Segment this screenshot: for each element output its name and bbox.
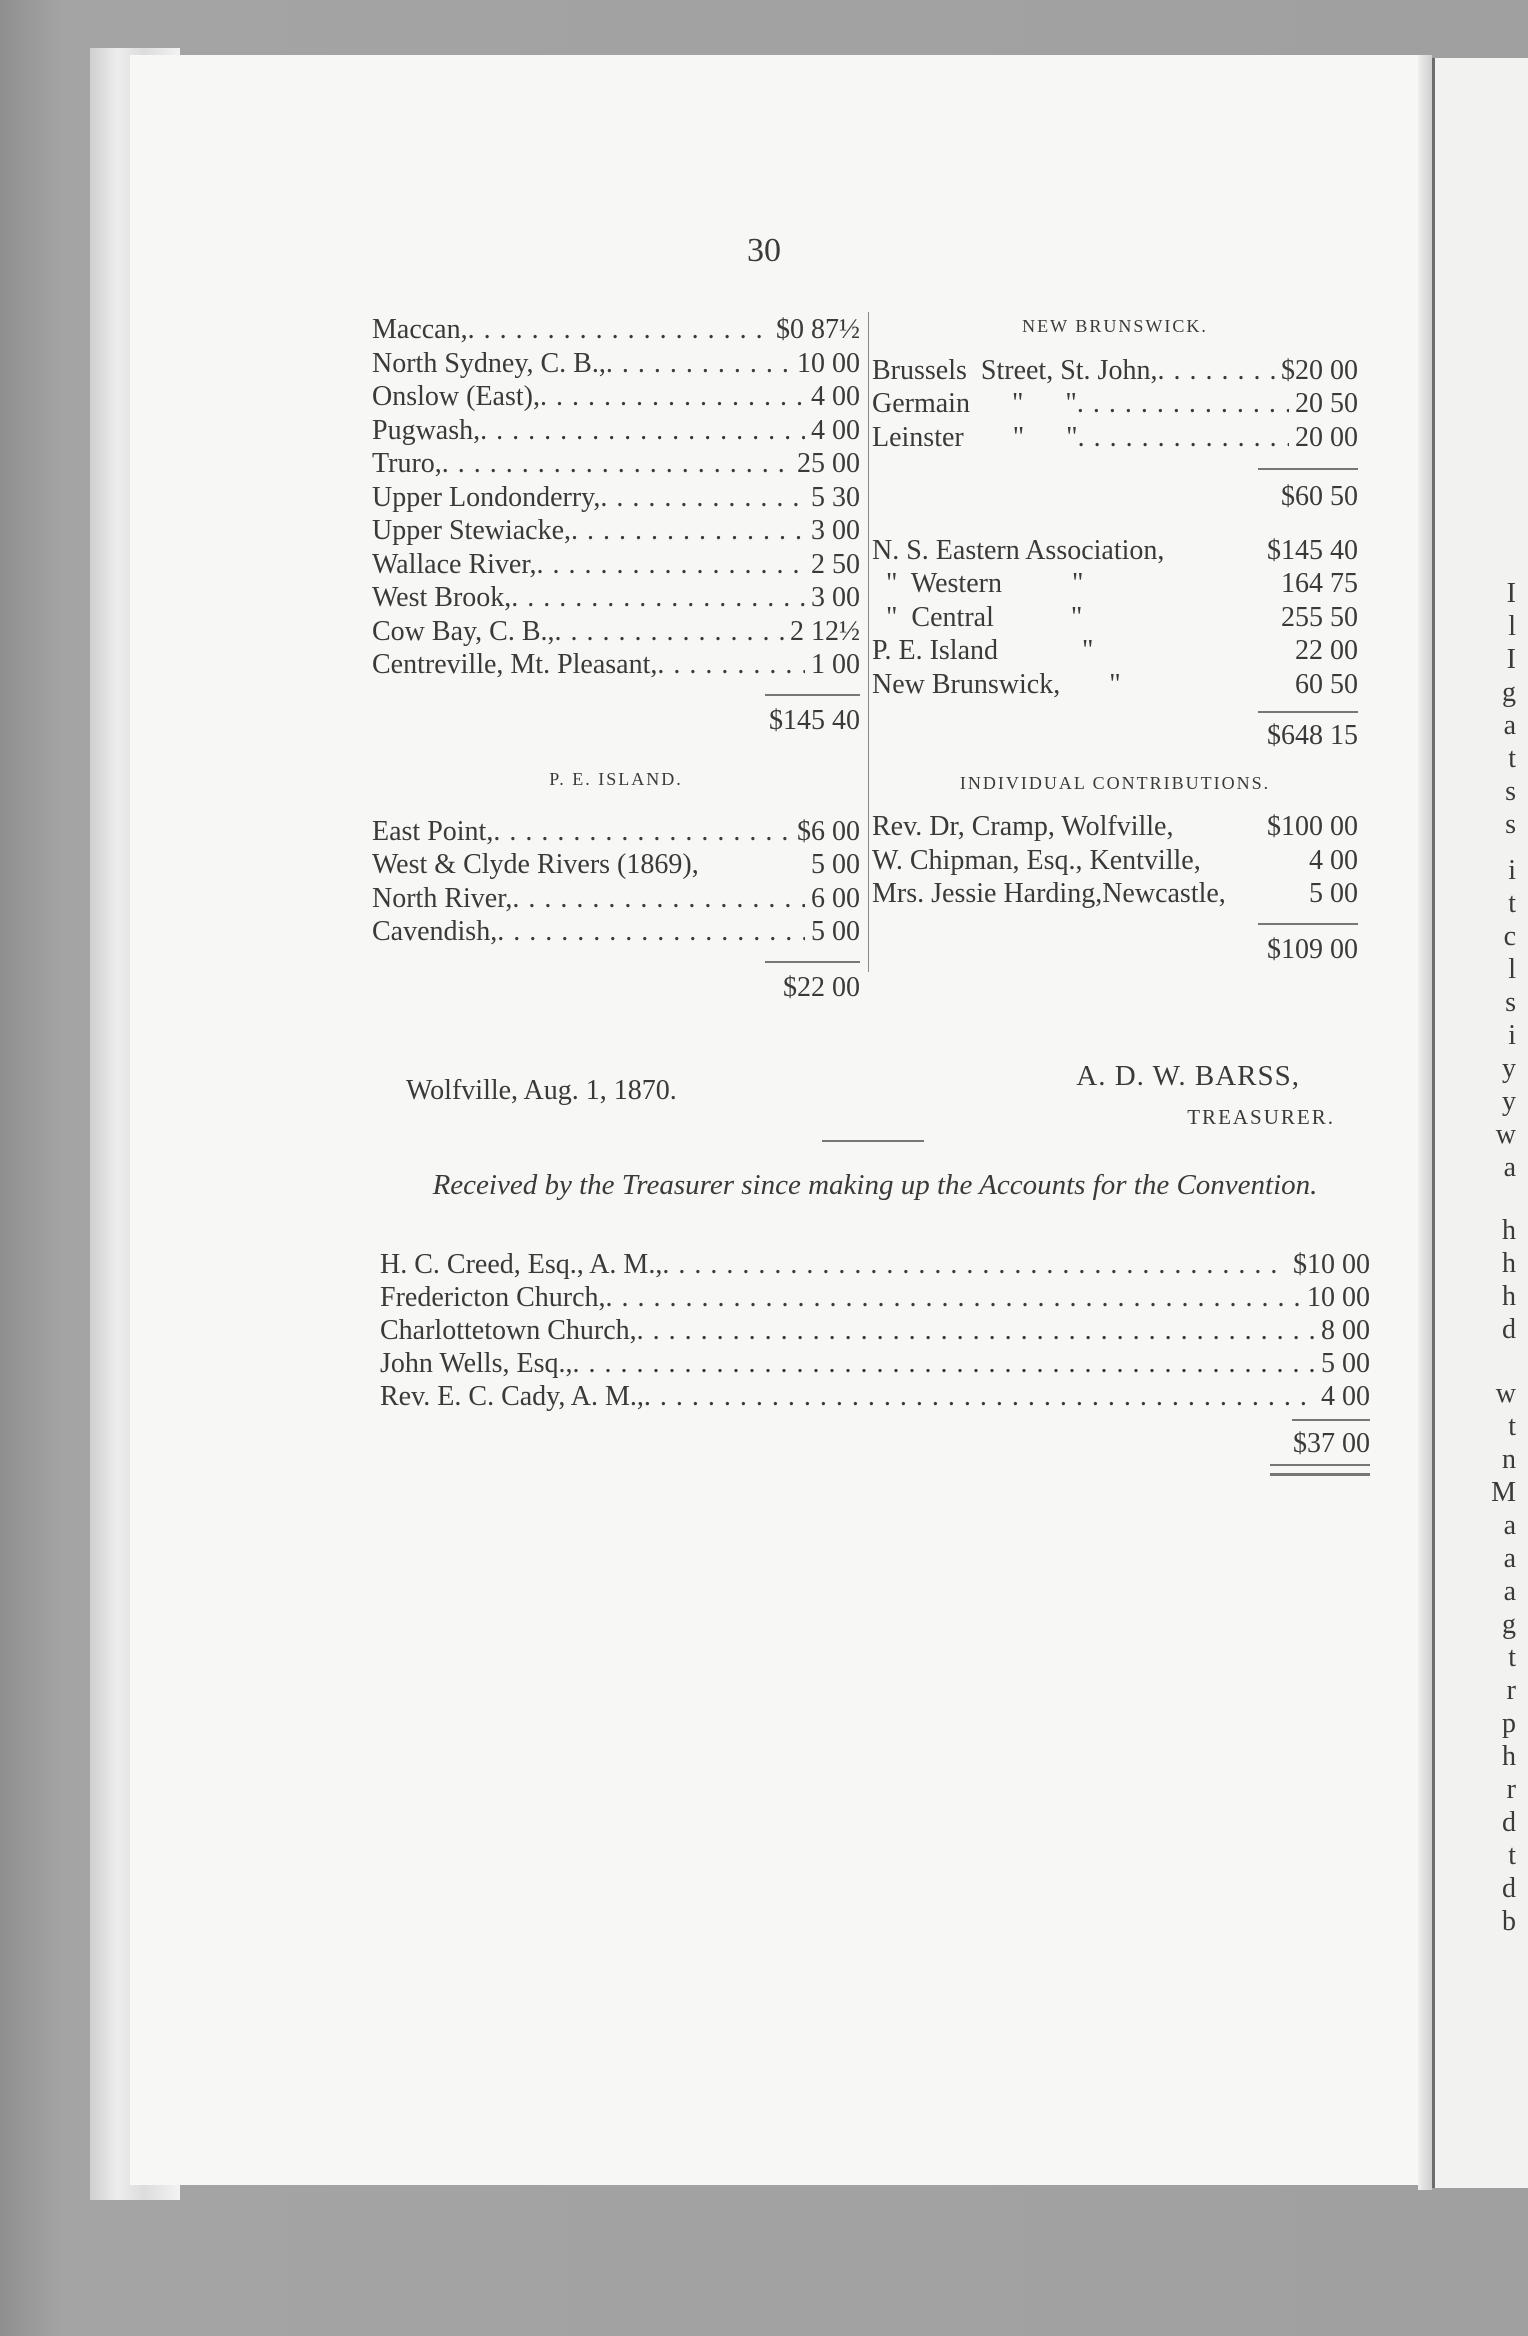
entry-name: Upper Londonderry, [372,481,601,513]
next-page-fragment: t [1508,1411,1516,1442]
dot-leader [537,548,805,582]
next-page-fragment: i [1508,1020,1516,1051]
nova-scotia-list [372,313,860,682]
entry-amount: 4 00 [1321,1381,1370,1412]
list-item [372,514,860,548]
entry-amount: 8 00 [1321,1315,1370,1346]
entry-name: Leinster " " [872,421,1078,453]
list-item [872,844,1358,878]
dot-leader [540,380,805,414]
entry-amount: 6 00 [811,882,860,914]
list-item [380,1314,1370,1347]
next-page-fragment: t [1508,1840,1516,1871]
list-item [372,915,860,949]
entry-amount: 10 00 [1307,1282,1370,1313]
column-divider [868,312,869,972]
list-item [372,380,860,414]
gutter-shadow [1418,55,1432,2190]
entry-amount: 20 50 [1295,388,1358,419]
entry-name: Charlottetown Church, [380,1315,637,1346]
list-item [372,615,860,649]
next-page-fragment: a [1503,710,1516,741]
subtotal: $145 40 [769,704,860,736]
signature-name: A. D. W. BARSS, [1076,1060,1300,1092]
sum-rule [1292,1419,1370,1421]
entry-name: P. E. Island " [872,635,1094,666]
entry-amount: 5 00 [1321,1348,1370,1379]
dot-leader [1077,387,1289,421]
entry-amount: 5 00 [811,849,860,880]
dot-leader [493,815,791,849]
list-item [372,815,860,849]
entry-name: Upper Stewiacke, [372,515,572,546]
entry-name: H. C. Creed, Esq., A. M., [380,1249,663,1280]
sum-rule [1258,923,1358,925]
left-column [372,313,860,1004]
entry-amount: $20 00 [1281,354,1358,386]
entry-name: Germain " " [872,388,1077,419]
subtotal: $648 15 [1267,720,1358,751]
next-page-fragment: r [1506,1774,1516,1805]
entry-amount: 22 00 [1295,635,1358,666]
double-rule [1270,1464,1370,1476]
list-item [380,1248,1370,1281]
entry-amount: $145 40 [1267,534,1358,566]
list-item [872,421,1358,455]
next-page-fragment: a [1503,1152,1516,1183]
sum-rule [1258,711,1358,713]
list-item [380,1281,1370,1314]
new-brunswick-list [872,354,1358,455]
grand-total: $37 00 [1293,1428,1370,1459]
dot-leader [1157,354,1275,388]
entry-amount: 20 00 [1295,421,1358,453]
dot-leader [644,1380,1315,1413]
list-item [372,414,860,448]
next-page-fragment: h [1502,1248,1516,1279]
dot-leader [600,481,805,515]
list-item [872,354,1358,388]
entry-amount: 10 00 [797,347,860,379]
next-page-fragment: l [1508,954,1516,985]
sum-rule [1258,468,1358,470]
entry-name: Centreville, Mt. Pleasant, [372,649,658,680]
next-page-fragment: n [1502,1444,1516,1475]
list-item [372,313,860,347]
entry-amount: 2 50 [811,548,860,580]
list-item [872,668,1358,702]
entry-name: John Wells, Esq., [380,1348,573,1379]
page-number: 30 [747,232,781,269]
next-page-fragment: h [1502,1281,1516,1312]
next-page-fragment: r [1506,1675,1516,1706]
list-item [372,848,860,882]
entry-name: " Central " [872,601,1083,633]
next-page-fragment: p [1502,1708,1516,1739]
entry-amount: 5 00 [1309,878,1358,909]
entry-name: East Point, [372,815,494,847]
next-page-fragment: s [1505,809,1516,840]
next-page-fragment: I [1506,578,1516,609]
entry-amount: 5 00 [811,916,860,947]
dot-leader [497,915,805,949]
entry-name: Maccan, [372,314,468,345]
next-page-fragment: w [1495,1119,1516,1150]
dot-leader [657,648,805,682]
next-page-fragment: t [1508,888,1516,919]
next-page-fragment: d [1502,1314,1516,1345]
list-item [872,810,1358,844]
next-page-fragment: a [1503,1510,1516,1541]
next-page-fragment: c [1503,921,1516,952]
entry-name: Brussels Street, St. John, [872,354,1158,386]
entry-amount: 1 00 [811,649,860,680]
list-item [872,567,1358,601]
sum-rule [765,694,860,696]
next-page-fragment: g [1502,677,1516,708]
next-page-fragment: s [1505,987,1516,1018]
individual-list [872,810,1358,911]
entry-name: North Sydney, C. B., [372,347,606,379]
entry-amount: 5 30 [811,481,860,513]
entry-amount: $100 00 [1267,811,1358,842]
next-page-fragment: M [1491,1477,1516,1508]
associations-list [872,534,1358,702]
entry-name: Wallace River, [372,548,537,580]
dot-leader [442,447,791,481]
list-item [872,601,1358,635]
dot-leader [511,581,805,615]
entry-amount: 3 00 [811,515,860,546]
entry-name: New Brunswick, " [872,668,1121,700]
dot-leader [480,414,805,448]
entry-name: Mrs. Jessie Harding,Newcastle, [872,878,1226,909]
entry-amount: $6 00 [797,815,860,847]
next-page-fragment: d [1502,1873,1516,1904]
entry-name: West & Clyde Rivers (1869), [372,849,699,880]
dot-leader [572,1347,1315,1380]
next-page-fragment: y [1502,1086,1516,1117]
list-item [380,1347,1370,1380]
entry-amount: 4 00 [1309,844,1358,876]
subtotal: $109 00 [1267,933,1358,965]
entry-amount: 2 12½ [790,615,860,647]
subtotal: $60 50 [1281,481,1358,512]
sum-rule [765,961,860,963]
dot-leader [571,514,805,548]
list-item [872,634,1358,668]
place-date: Wolfville, Aug. 1, 1870. [406,1075,677,1106]
subtotal: $22 00 [783,971,860,1003]
entry-name: Fredericton Church, [380,1282,606,1313]
next-page-fragment: t [1508,743,1516,774]
next-page-fragment: y [1502,1053,1516,1084]
next-page-fragment: h [1502,1215,1516,1246]
late-receipts-list [380,1248,1370,1476]
next-page-fragment: s [1505,776,1516,807]
entry-name: Cavendish, [372,916,498,947]
dot-leader [1078,421,1289,455]
next-page-fragment: b [1502,1906,1516,1937]
entry-name: West Brook, [372,582,512,613]
next-page-fragment: i [1508,855,1516,886]
dot-leader [662,1248,1287,1281]
entry-name: W. Chipman, Esq., Kentville, [872,844,1201,876]
section-rule [822,1140,924,1142]
list-item [380,1380,1370,1413]
list-item [372,548,860,582]
dot-leader [512,882,805,916]
entry-amount: 164 75 [1281,568,1358,599]
entry-amount: 60 50 [1295,668,1358,700]
list-item [372,347,860,381]
right-column [872,310,1358,966]
entry-name: Onslow (East), [372,381,540,412]
list-item [372,882,860,916]
signature-title: TREASURER. [1187,1105,1335,1129]
dot-leader [555,615,784,649]
entry-name: North River, [372,882,513,914]
next-page-fragment: h [1502,1741,1516,1772]
list-item [372,648,860,682]
next-page-fragment: I [1506,644,1516,675]
list-item [372,581,860,615]
entry-name: " Western " [872,568,1084,599]
pei-list [372,815,860,949]
entry-amount: $10 00 [1293,1249,1370,1280]
entry-amount: 25 00 [797,448,860,479]
section-heading-individual: INDIVIDUAL CONTRIBUTIONS. [959,772,1271,793]
dot-leader [606,1281,1302,1314]
next-page-fragment: g [1502,1609,1516,1640]
next-page-fragment: w [1495,1378,1516,1409]
dot-leader [637,1314,1315,1347]
entry-amount: 255 50 [1281,601,1358,633]
next-page-fragment: a [1503,1543,1516,1574]
entry-amount: $0 87½ [776,314,860,345]
dot-leader [468,313,770,347]
entry-name: Pugwash, [372,414,481,446]
entry-name: Cow Bay, C. B., [372,615,555,647]
next-page-fragment: a [1503,1576,1516,1607]
section-heading-pei: P. E. ISLAND. [549,769,683,789]
entry-amount: 3 00 [811,582,860,613]
section-heading-new-brunswick: NEW BRUNSWICK. [1022,316,1208,336]
next-page-fragment: d [1502,1807,1516,1838]
received-note: Received by the Treasurer since making up the Accounts for the Convention. [432,1169,1318,1201]
entry-name: Truro, [372,448,442,479]
list-item [872,534,1358,568]
list-item [872,387,1358,421]
next-page-fragment: t [1508,1642,1516,1673]
entry-name: Rev. E. C. Cady, A. M., [380,1381,644,1412]
list-item [372,481,860,515]
entry-amount: 4 00 [811,381,860,412]
dot-leader [606,347,791,381]
list-item [372,447,860,481]
entry-amount: 4 00 [811,414,860,446]
entry-name: N. S. Eastern Association, [872,534,1165,566]
next-page-fragment: l [1508,611,1516,642]
entry-name: Rev. Dr, Cramp, Wolfville, [872,811,1174,842]
list-item [872,877,1358,911]
